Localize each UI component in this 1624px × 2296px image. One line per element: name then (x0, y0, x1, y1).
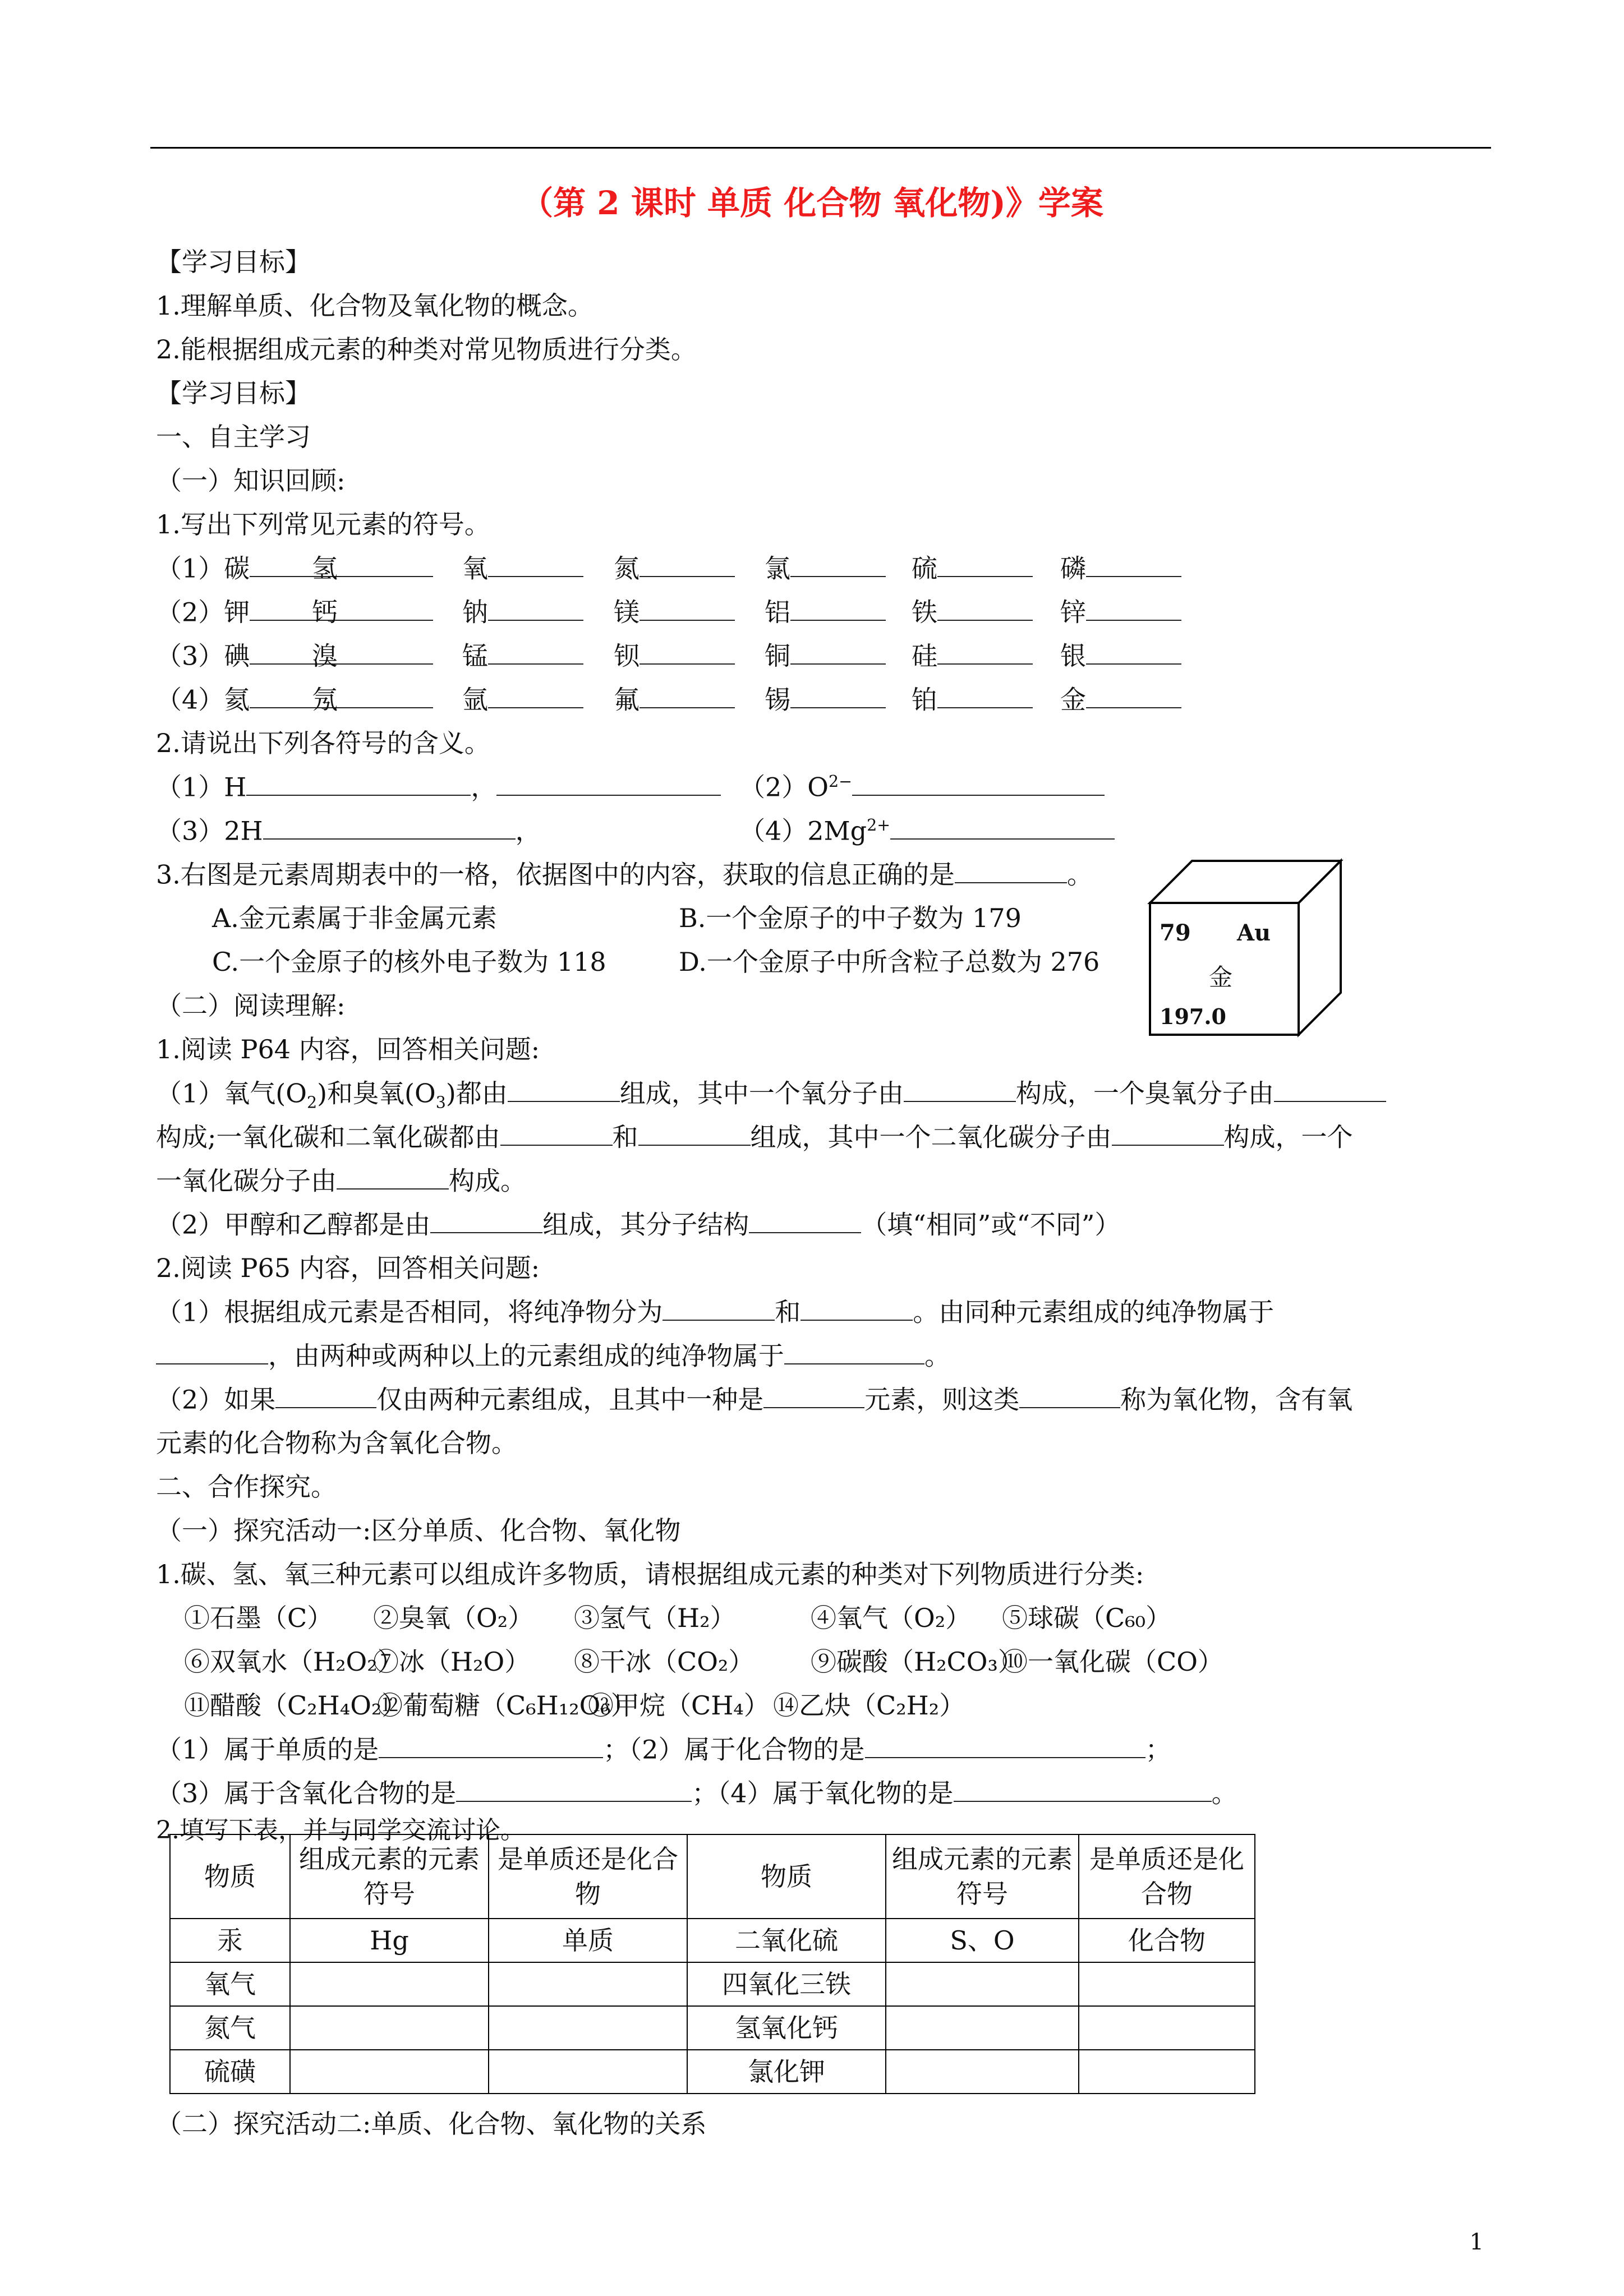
answer-blank[interactable] (338, 684, 433, 708)
element-prompt (912, 597, 1033, 628)
table-body (170, 1919, 1255, 2094)
top-rule (150, 147, 1491, 149)
symbol-3-label: （3）2H (156, 815, 263, 846)
table-cell[interactable] (886, 1962, 1079, 2006)
answer-blank[interactable] (156, 1340, 268, 1364)
table-cell: S、O (886, 1919, 1079, 1962)
text: 。 (1211, 1778, 1237, 1809)
text: 和 (612, 1122, 638, 1152)
table-header-cell: 物质 (170, 1834, 290, 1919)
section-1: 一、自主学习 (156, 422, 311, 452)
table-header-row (170, 1834, 1255, 1919)
substance-item: ⑥双氧水（H₂O₂） (184, 1647, 403, 1677)
answer-blank[interactable] (852, 772, 1105, 796)
text: （填“相同”或“不同”） (861, 1209, 1121, 1240)
reading-2: 2.阅读 P65 内容，回答相关问题: (156, 1253, 540, 1283)
element-name: 银 (1060, 640, 1086, 671)
element-prompt (765, 553, 886, 584)
symbol-line-4 (739, 815, 1115, 847)
text: )都由 (445, 1078, 508, 1109)
element-prompt (462, 684, 583, 716)
question-3 (156, 859, 1093, 891)
table-cell: Hg (290, 1919, 489, 1962)
text: 。由同种元素组成的纯净物属于 (913, 1297, 1275, 1327)
table-header-cell: 是单质还是化合物 (489, 1834, 687, 1919)
element-prompt (912, 684, 1033, 716)
text: ；（4）属于氧化物的是 (692, 1778, 954, 1809)
answer-blank[interactable] (263, 815, 516, 840)
element-name: 氧 (462, 553, 488, 584)
classify-line-2 (156, 1778, 1237, 1809)
answer-blank[interactable] (496, 772, 721, 796)
table-cell: 汞 (170, 1919, 290, 1962)
answer-blank[interactable] (890, 815, 1115, 840)
goal-1: 1.理解单质、化合物及氧化物的概念。 (156, 291, 594, 321)
text: （1）根据组成元素是否相同，将纯净物分为 (156, 1297, 663, 1327)
table-cell: 氢氧化钙 (687, 2006, 886, 2050)
goals-heading-2: 【学习目标】 (156, 378, 311, 408)
element-name: 镁 (614, 597, 640, 628)
symbol-line-1 (156, 772, 721, 803)
element-prompt (1060, 597, 1181, 628)
table-cell[interactable] (1079, 2006, 1255, 2050)
substance-item: ⑨碳酸（H₂CO₃） (811, 1647, 1024, 1677)
cooperation-2: 2.填写下表，并与同学交流讨论。 (156, 1816, 525, 1845)
table-row (170, 2006, 1255, 2050)
activity-2: （二）探究活动二:单质、化合物、氧化物的关系 (156, 2109, 707, 2139)
reading-2-1 (156, 1297, 1274, 1328)
element-prompt (312, 597, 433, 628)
element-name: 锌 (1060, 597, 1086, 628)
element-name: 金 (1209, 963, 1233, 991)
table-cell[interactable] (489, 2050, 687, 2094)
option-c: C.一个金原子的核外电子数为 118 (212, 947, 606, 977)
answer-blank[interactable] (790, 640, 886, 665)
substance-item: ⑩一氧化碳（CO） (1002, 1647, 1223, 1677)
element-prompt (614, 597, 735, 628)
answer-blank[interactable] (500, 1122, 613, 1146)
answer-blank[interactable] (488, 684, 583, 708)
answer-blank[interactable] (488, 597, 583, 621)
element-name: 锰 (462, 640, 488, 671)
table-row (170, 1962, 1255, 2006)
text: ； (1145, 1734, 1171, 1765)
element-name: 氟 (614, 684, 640, 715)
element-name: 碳 (224, 553, 250, 584)
answer-blank[interactable] (790, 684, 886, 708)
element-prompt (462, 640, 583, 672)
element-name: 钙 (312, 597, 338, 628)
answer-blank[interactable] (1112, 1122, 1224, 1146)
answer-blank[interactable] (638, 1122, 751, 1146)
atomic-number: 79 (1160, 920, 1191, 946)
answer-blank[interactable] (955, 859, 1067, 883)
reading-2-2b: 元素的化合物称为含氧化合物。 (156, 1428, 517, 1458)
text: （3）属于含氧化合物的是 (156, 1778, 457, 1809)
activity-1: （一）探究活动一:区分单质、化合物、氧化物 (156, 1515, 681, 1546)
answer-blank[interactable] (640, 640, 735, 665)
text: ；（2）属于化合物的是 (603, 1734, 865, 1765)
substance-item: ⑦冰（H₂O） (373, 1647, 531, 1677)
answer-blank[interactable] (937, 684, 1033, 708)
symbol-4-charge: 2+ (867, 816, 891, 835)
answer-blank[interactable] (1019, 1384, 1120, 1408)
text: 组成，其中一个二氧化碳分子由 (750, 1122, 1112, 1152)
table-cell: 单质 (489, 1919, 687, 1962)
element-name: 溴 (312, 640, 338, 671)
answer-blank[interactable] (338, 640, 433, 665)
answer-blank[interactable] (784, 1340, 924, 1364)
table-header-cell: 组成元素的元素符号 (886, 1834, 1079, 1919)
answer-blank[interactable] (246, 772, 471, 796)
answer-blank[interactable] (488, 640, 583, 665)
answer-blank[interactable] (430, 1209, 542, 1233)
row-label: （4） (156, 684, 224, 715)
answer-blank[interactable] (1086, 684, 1181, 708)
answer-blank[interactable] (338, 597, 433, 621)
element-name: 氩 (462, 684, 488, 715)
substance-item: ⑬甲烷（CH₄） (588, 1690, 770, 1721)
answer-blank[interactable] (954, 1778, 1212, 1802)
element-name: 硫 (912, 553, 937, 584)
element-prompt (1060, 640, 1181, 672)
element-name: 氖 (312, 684, 338, 715)
table-cell[interactable] (290, 2050, 489, 2094)
table-cell[interactable] (886, 2006, 1079, 2050)
section-1-1: （一）知识回顾: (156, 465, 346, 496)
text: 组成，其中一个氧分子由 (619, 1078, 904, 1109)
table-cell[interactable] (489, 1962, 687, 2006)
row-label: （2） (156, 597, 224, 628)
section-2: 二、合作探究。 (156, 1472, 337, 1502)
text: ，由两种或两种以上的元素组成的纯净物属于 (268, 1340, 784, 1371)
answer-blank[interactable] (640, 597, 735, 621)
text: 构成，一个 (1223, 1122, 1353, 1152)
reading-1-2 (156, 1209, 1120, 1241)
element-prompt (912, 553, 1033, 584)
element-prompt (1060, 684, 1181, 716)
question-3-end: 。 (1066, 859, 1093, 890)
table-header-cell: 物质 (687, 1834, 886, 1919)
table-header-cell: 是单质还是化合物 (1079, 1834, 1255, 1919)
element-prompt (614, 553, 735, 584)
classify-line-1 (156, 1734, 1171, 1765)
element-name: 氢 (312, 553, 338, 584)
element-name: 氯 (765, 553, 790, 584)
table-row (170, 1919, 1255, 1962)
element-prompt (912, 640, 1033, 672)
page-number: 1 (1469, 2229, 1484, 2255)
text: 一氧化碳分子由 (156, 1165, 337, 1196)
symbol-4-label: （4）2Mg (739, 815, 867, 846)
symbol-line-2 (739, 772, 1105, 803)
goals-heading: 【学习目标】 (156, 247, 311, 277)
element-name: 硅 (912, 640, 937, 671)
substance-item: ④氧气（O₂） (811, 1603, 972, 1633)
text: )和臭氧(O (317, 1078, 436, 1109)
element-name: 钡 (614, 640, 640, 671)
element-prompt (765, 684, 886, 716)
reading-1-1c (156, 1165, 526, 1197)
element-prompt (765, 640, 886, 672)
answer-blank[interactable] (790, 597, 886, 621)
table-cell: 氯化钾 (687, 2050, 886, 2094)
text: （1）属于单质的是 (156, 1734, 379, 1765)
table-cell[interactable] (886, 2050, 1079, 2094)
text: 构成，一个臭氧分子由 (1015, 1078, 1274, 1109)
element-name: 磷 (1060, 553, 1086, 584)
element-prompt (462, 553, 583, 584)
substance-item: ⑭乙炔（C₂H₂） (773, 1690, 965, 1721)
table-row (170, 2050, 1255, 2094)
answer-blank[interactable] (663, 1297, 775, 1321)
text: 称为氧化物，含有氧 (1120, 1384, 1353, 1415)
substance-item: ③氢气（H₂） (574, 1603, 736, 1633)
answer-blank[interactable] (801, 1297, 913, 1321)
reading-1-1b (156, 1122, 1353, 1153)
element-name: 铜 (765, 640, 790, 671)
reading-1-1 (156, 1078, 1386, 1113)
answer-blank[interactable] (763, 1384, 864, 1408)
element-name: 钾 (224, 597, 250, 628)
element-name: 金 (1060, 684, 1086, 715)
answer-blank[interactable] (338, 553, 433, 577)
subscript: 3 (435, 1093, 446, 1112)
answer-blank[interactable] (275, 1384, 376, 1408)
text: 组成，其分子结构 (542, 1209, 749, 1240)
table-cell: 硫磺 (170, 2050, 290, 2094)
classification-table (169, 1834, 1255, 2094)
element-name: 碘 (224, 640, 250, 671)
table-cell[interactable] (1079, 1962, 1255, 2006)
symbol-1-label: （1）H (156, 772, 247, 803)
text: 元素，则这类 (864, 1384, 1020, 1415)
table-cell: 二氧化硫 (687, 1919, 886, 1962)
element-name: 铂 (912, 684, 937, 715)
symbol-2-label: （2）O (739, 772, 829, 803)
separator: ， (471, 772, 497, 803)
substance-item: ⑫葡萄糖（C₆H₁₂O₆） (377, 1690, 637, 1721)
reading-1: 1.阅读 P64 内容，回答相关问题: (156, 1034, 540, 1064)
answer-blank[interactable] (1086, 640, 1181, 665)
symbol-2-charge: 2− (828, 772, 853, 791)
periodic-cell-figure (1147, 852, 1355, 1038)
option-a: A.金元素属于非金属元素 (212, 903, 497, 933)
answer-blank[interactable] (904, 1078, 1016, 1102)
answer-blank[interactable] (937, 553, 1033, 577)
answer-blank[interactable] (790, 553, 886, 577)
atomic-mass: 197.0 (1160, 1004, 1226, 1029)
table-cell: 化合物 (1079, 1919, 1255, 1962)
answer-blank[interactable] (488, 553, 583, 577)
element-name: 铁 (912, 597, 937, 628)
substance-item: ⑤球碳（C₆₀） (1002, 1603, 1172, 1633)
element-symbol: Au (1237, 920, 1271, 946)
element-name: 氮 (614, 553, 640, 584)
answer-blank[interactable] (1086, 597, 1181, 621)
element-prompt (312, 553, 433, 584)
substance-item: ⑧干冰（CO₂） (574, 1647, 755, 1677)
text: （1）氧气(O (156, 1078, 307, 1109)
element-prompt (614, 640, 735, 672)
table-cell: 四氧化三铁 (687, 1962, 886, 2006)
answer-blank[interactable] (1274, 1078, 1386, 1102)
table-cell: 氧气 (170, 1962, 290, 2006)
row-label: （1） (156, 553, 224, 584)
answer-blank[interactable] (640, 553, 735, 577)
table-header-cell: 组成元素的元素符号 (290, 1834, 489, 1919)
reading-2-1b (156, 1340, 950, 1372)
text: （2）如果 (156, 1384, 276, 1415)
question-3-text: 3.右图是元素周期表中的一格，依据图中的内容，获取的信息正确的是 (156, 859, 955, 890)
element-prompt (614, 684, 735, 716)
element-prompt (312, 684, 433, 716)
option-d: D.一个金原子中所含粒子总数为 276 (679, 947, 1100, 977)
goal-2: 2.能根据组成元素的种类对常见物质进行分类。 (156, 334, 697, 365)
answer-blank[interactable] (749, 1209, 861, 1233)
answer-blank[interactable] (640, 684, 735, 708)
symbol-line-3 (156, 815, 541, 847)
element-name: 锡 (765, 684, 790, 715)
text: 构成。 (449, 1165, 526, 1196)
subscript: 2 (306, 1093, 318, 1112)
answer-blank[interactable] (337, 1165, 449, 1190)
element-prompt (765, 597, 886, 628)
answer-blank[interactable] (865, 1734, 1145, 1758)
cooperation-1: 1.碳、氢、氧三种元素可以组成许多物质，请根据组成元素的种类对下列物质进行分类: (156, 1559, 1144, 1589)
answer-blank[interactable] (937, 640, 1033, 665)
answer-blank[interactable] (379, 1734, 603, 1758)
question-2: 2.请说出下列各符号的含义。 (156, 728, 490, 758)
element-prompt (312, 640, 433, 672)
text: 仅由两种元素组成，且其中一种是 (376, 1384, 764, 1415)
separator: ， (515, 815, 541, 846)
element-name: 氦 (224, 684, 250, 715)
element-name: 钠 (462, 597, 488, 628)
text: 和 (775, 1297, 801, 1327)
table-cell[interactable] (290, 1962, 489, 2006)
table-cell[interactable] (1079, 2050, 1255, 2094)
table-cell[interactable] (290, 2006, 489, 2050)
answer-blank[interactable] (1086, 553, 1181, 577)
substance-item: ②臭氧（O₂） (373, 1603, 534, 1633)
row-label: （3） (156, 640, 224, 671)
element-prompt (1060, 553, 1181, 584)
substance-item: ①石墨（C） (184, 1603, 333, 1633)
question-1: 1.写出下列常见元素的符号。 (156, 509, 490, 540)
table-cell: 氮气 (170, 2006, 290, 2050)
text: 构成;一氧化碳和二氧化碳都由 (156, 1122, 500, 1152)
page-title: （第 2 课时 单质 化合物 氧化物)》学案 (521, 184, 1103, 222)
substance-item: ⑪醋酸（C₂H₄O₂） (184, 1690, 408, 1721)
answer-blank[interactable] (937, 597, 1033, 621)
text: （2）甲醇和乙醇都是由 (156, 1209, 431, 1240)
answer-blank[interactable] (456, 1778, 692, 1802)
text: 。 (924, 1340, 950, 1371)
answer-blank[interactable] (508, 1078, 620, 1102)
section-1-2: （二）阅读理解: (156, 990, 346, 1021)
reading-2-2 (156, 1384, 1352, 1416)
table-cell[interactable] (489, 2006, 687, 2050)
element-prompt (462, 597, 583, 628)
option-b: B.一个金原子的中子数为 179 (679, 903, 1022, 933)
element-name: 铝 (765, 597, 790, 628)
